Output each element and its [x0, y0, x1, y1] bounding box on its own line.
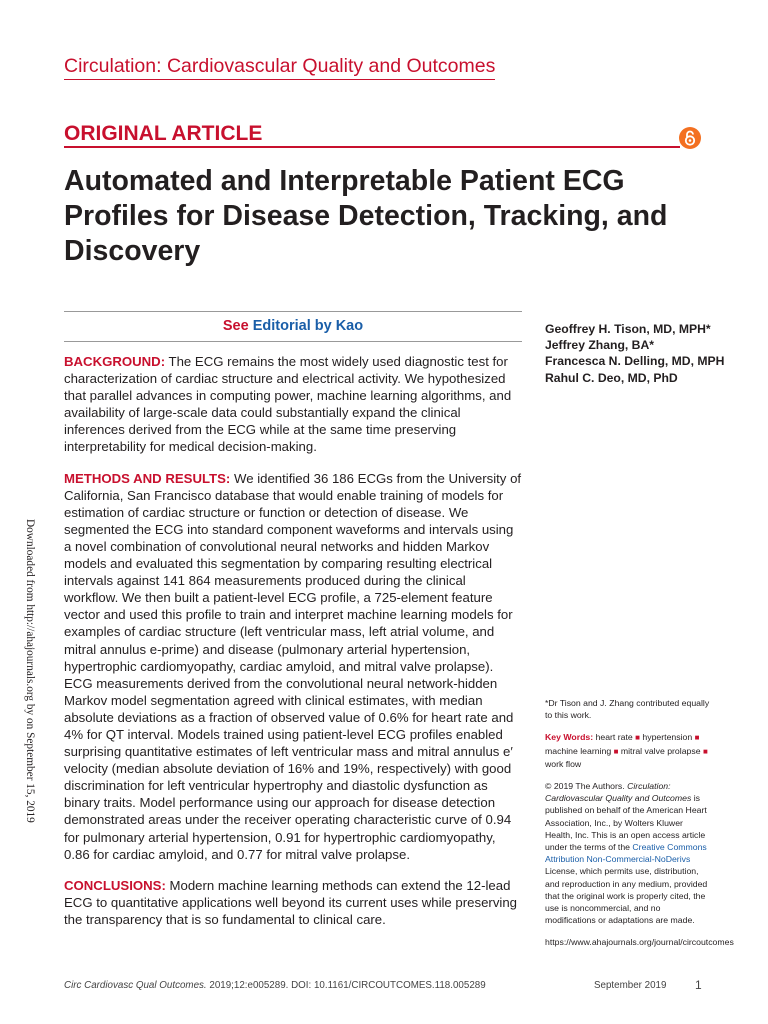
square-bullet-icon: ■	[702, 746, 708, 756]
article-type: ORIGINAL ARTICLE	[64, 122, 263, 145]
author[interactable]: Rahul C. Deo, MD, PhD	[545, 370, 678, 385]
square-bullet-icon: ■	[613, 746, 619, 756]
keyword[interactable]: machine learning	[545, 745, 612, 756]
license-link[interactable]: Creative Commons Attribution Non-Commercial-NoDerivs	[545, 842, 707, 865]
square-bullet-icon: ■	[635, 733, 640, 743]
page-number: 1	[695, 978, 702, 992]
footer-journal-abbrev: Circ Cardiovasc Qual Outcomes.	[64, 980, 207, 991]
copyright-notice	[545, 780, 710, 926]
abstract	[64, 353, 522, 942]
abstract-background	[64, 353, 522, 456]
copyright-text: is published on behalf of the American Heart Association, Inc., by Wolters Kluwer Health, Inc. This is an open access article under the terms of the	[545, 793, 707, 853]
conclusions-text: Modern machine learning methods can extend the 12-lead ECG to quantitative applications well beyond its current uses while preserving the transparency that is so fundamental to clinical care.	[64, 877, 518, 927]
keyword[interactable]: heart rate	[595, 732, 633, 743]
abstract-conclusions	[64, 877, 522, 928]
footer-doi: 2019;12:e005289. DOI: 10.1161/CIRCOUTCOMES.118.005289	[206, 980, 486, 991]
equal-contribution-footnote: *Dr Tison and J. Zhang contributed equally to this work.	[545, 698, 710, 721]
methods-label: METHODS AND RESULTS:	[64, 470, 231, 486]
author[interactable]: Geoffrey H. Tison, MD, MPH*	[545, 322, 711, 336]
article-type-rule	[64, 146, 680, 148]
journal-url[interactable]: https://www.ahajournals.org/journal/circoutcomes	[545, 937, 734, 948]
conclusions-label: CONCLUSIONS:	[64, 877, 166, 893]
author-list	[545, 321, 725, 386]
methods-text: We identified 36 186 ECGs from the University of California, San Francisco database that would enable training of models for estimation of cardiac structure or function or detection of disease. We segmented the ECG into standard component waveforms and intervals using a novel combination of convolutional neural networks and hidden Markov models and evaluated this segmentation by comparing resulting electrical intervals against 141 864 measurements produced during the clinical workflow. We then built a patient-level ECG profile, a 725-element feature vector and used this profile to train and interpret machine learning models for examples of cardiac structure (left ventricular mass, left atrial volume, and mitral annulus e-prime) and disease (pulmonary arterial hypertension, hypertrophic cardiomyopathy, cardiac amyloid, and mitral valve prolapse). ECG measurements derived from the convolutional neural network-hidden Markov model segmentation agreed with clinical estimates, with median absolute deviations as a fraction of observed value of 0.6% for heart rate and 4% for QT interval. Models trained using patient-level ECG profiles enabled surprising quantitative estimates of left ventricular mass and mitral annulus e′ velocity (median absolute deviation of 16% and 19%, respectively) with good discrimination for left ventricular hypertrophy and diastolic dysfunction as binary traits. Model performance using our approach for disease detection demonstrated areas under the receiver operating characteristic curve of 0.94 for pulmonary arterial hypertension, 0.91 for hypertrophic cardiomyopathy, 0.86 for cardiac amyloid, and 0.77 for mitral valve prolapse.	[64, 470, 522, 862]
editorial-link[interactable]: Editorial by Kao	[252, 318, 364, 334]
copyright-text: License, which permits use, distribution, and reproduction in any medium, provided that the original work is properly cited, the use is noncommercial, and no modifications or adaptations are made.	[545, 866, 708, 926]
keywords	[545, 731, 710, 770]
editorial-rule-top	[64, 311, 522, 312]
keyword[interactable]: hypertension	[642, 732, 693, 743]
footer-date: September 2019	[594, 980, 667, 991]
copyright-text: © 2019 The Authors.	[545, 781, 628, 792]
footer-citation	[64, 980, 486, 992]
download-watermark: Downloaded from http://ahajournals.org by on September 15, 2019	[24, 519, 36, 823]
background-label: BACKGROUND:	[64, 354, 166, 369]
journal-name[interactable]: Circulation: Cardiovascular Quality and Outcomes	[64, 54, 495, 80]
editorial-note	[64, 317, 522, 335]
copyright-journal: Circulation: Cardiovascular Quality and Outcomes	[545, 781, 692, 804]
editorial-rule-bottom	[64, 341, 522, 342]
abstract-methods	[64, 470, 522, 863]
keyword[interactable]: work flow	[545, 758, 582, 769]
article-title: Automated and Interpretable Patient ECG Profiles for Disease Detection, Tracking, and Discovery	[64, 165, 668, 267]
editorial-see: See	[222, 318, 249, 334]
article-sidebar	[545, 697, 734, 959]
author[interactable]: Francesca N. Delling, MD, MPH	[545, 354, 725, 369]
square-bullet-icon: ■	[694, 733, 700, 743]
keyword[interactable]: mitral valve prolapse	[620, 745, 701, 756]
author[interactable]: Jeffrey Zhang, BA*	[545, 338, 655, 353]
open-access-lock-icon	[679, 127, 701, 149]
background-text: The ECG remains the most widely used diagnostic test for characterization of cardiac structure and electrical activity. We hypothesized that parallel advances in computing power, machine learning algorithms, and availability of large-scale data could substantially expand the clinical inferences derived from the ECG while at the same time preserving interpretability for medical decision-making.	[64, 354, 512, 455]
keywords-label: Key Words:	[545, 732, 594, 743]
